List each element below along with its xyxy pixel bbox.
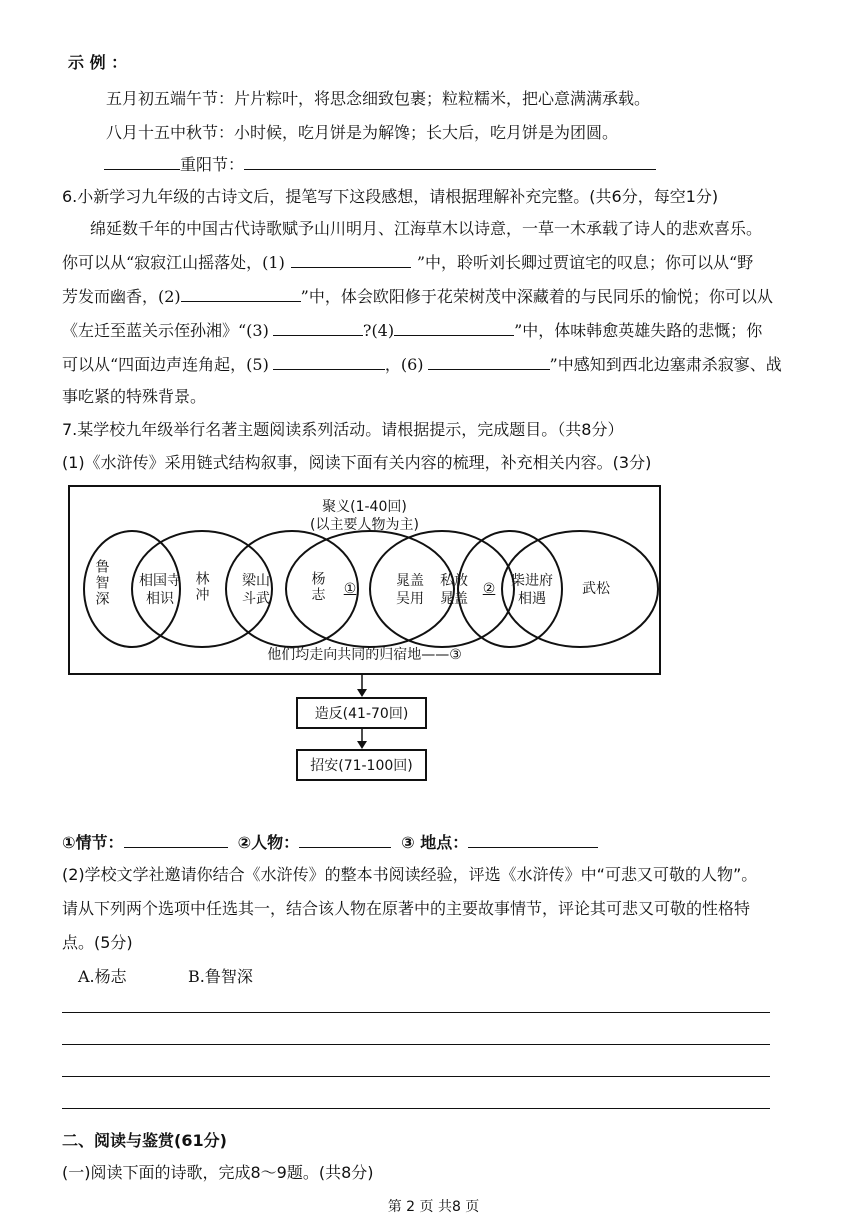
diagram-lin-chong: 林冲 — [193, 571, 210, 603]
q6-title: 6.小新学习九年级的古诗文后，提笔写下这段感想，请根据理解补充完整。(共6分，每空1分) — [62, 187, 719, 206]
q6-blank-1[interactable] — [291, 251, 411, 268]
diagram-bottom-destination: 他们均走向共同的归宿地——③ — [267, 647, 462, 663]
example-line-chongyang: 重阳节： — [104, 152, 656, 175]
diagram-blank-1[interactable]: ① — [343, 581, 357, 597]
box-zaofan: 造反(41-70回) — [296, 697, 427, 729]
example-line-duanwu: 五月初五端午节：片片粽叶，将思念细致包裹；粒粒糯米，把心意满满承载。 — [106, 89, 651, 108]
q6-blank-2[interactable] — [181, 285, 301, 302]
q7-title: 7.某学校九年级举行名著主题阅读系列活动。请根据提示，完成题目。（共8分） — [62, 420, 624, 439]
diagram-blank-2[interactable]: ② — [482, 581, 496, 597]
section2-title: 二、阅读与鉴赏(61分) — [62, 1131, 227, 1150]
q6-blank-5[interactable] — [273, 353, 385, 370]
q6-paragraph-5: 可以从“四面边声连角起，(5) ，(6) ”中感知到西北边塞肃杀寂寥、战 — [62, 355, 782, 374]
q7-sub2-line1: (2)学校文学社邀请你结合《水浒传》的整本书阅读经验，评选《水浒传》中“可悲又可敬的人物”。 — [62, 865, 758, 884]
fill-person-blank[interactable] — [299, 831, 391, 848]
q6-blank-3[interactable] — [273, 319, 363, 336]
answer-line-3[interactable] — [62, 1076, 770, 1077]
diagram-wu-song: 武松 — [582, 581, 610, 597]
example-heading: 示 例 ： — [68, 53, 128, 72]
chongyang-answer-blank[interactable] — [244, 153, 656, 170]
q6-blank-6[interactable] — [428, 353, 550, 370]
chongyang-date-blank[interactable] — [104, 153, 180, 170]
option-a[interactable]: A.杨志 — [78, 967, 127, 986]
diagram-lu-zhishen: 鲁智深 — [93, 559, 110, 607]
q6-paragraph-6: 事吃紧的特殊背景。 — [62, 387, 207, 406]
fill-place-blank[interactable] — [468, 831, 598, 848]
diagram-event-xiangguosi: 相国寺 相识 — [139, 573, 181, 607]
diagram-chao-wu: 晁盖 吴用 — [396, 573, 424, 607]
diagram-subtitle: (以主要人物为主) — [310, 517, 419, 533]
diagram-event-sifang: 私放 晁盖 — [440, 573, 468, 607]
answer-line-2[interactable] — [62, 1044, 770, 1045]
answer-line-1[interactable] — [62, 1012, 770, 1013]
q7-sub2-line3: 点。(5分) — [62, 933, 133, 952]
q7-sub2-line2: 请从下列两个选项中任选其一，结合该人物在原著中的主要故事情节，评论其可悲又可敬的性格特 — [62, 899, 751, 918]
q6-paragraph-4: 《左迁至蓝关示侄孙湘》“(3) ?(4) ”中，体味韩愈英雄失路的悲慨；你 — [62, 321, 763, 340]
q7-fill-row: ①情节： ②人物： ③ 地点： — [62, 830, 598, 853]
diagram-event-liangshan: 梁山 斗武 — [242, 573, 270, 607]
q6-paragraph-2: 你可以从“寂寂江山摇落处，(1) ”中，聆听刘长卿过贾谊宅的叹息；你可以从“野 — [62, 253, 754, 272]
section2-sub: (一)阅读下面的诗歌，完成8～9题。(共8分) — [62, 1163, 374, 1182]
shuihu-chain-diagram — [68, 485, 661, 675]
fill-plot-blank[interactable] — [124, 831, 228, 848]
diagram-event-chaijin: 柴进府 相遇 — [511, 573, 553, 607]
page-footer: 第 2 页 共8 页 — [387, 1199, 480, 1215]
q6-paragraph-1: 绵延数千年的中国古代诗歌赋予山川明月、江海草木以诗意，一草一木承载了诗人的悲欢喜乐。 — [90, 219, 763, 238]
q6-blank-4[interactable] — [394, 319, 514, 336]
q6-paragraph-3: 芳发而幽香，(2) ”中，体会欧阳修于花荣树茂中深藏着的与民同乐的愉悦；你可以从 — [62, 287, 773, 306]
option-b[interactable]: B.鲁智深 — [188, 967, 253, 986]
answer-line-4[interactable] — [62, 1108, 770, 1109]
diagram-title: 聚义(1-40回) — [322, 499, 407, 515]
q7-sub1: (1)《水浒传》采用链式结构叙事，阅读下面有关内容的梳理，补充相关内容。(3分) — [62, 453, 652, 472]
diagram-yang-zhi: 杨志 — [309, 571, 326, 603]
box-zhaoan: 招安(71-100回) — [296, 749, 427, 781]
example-line-zhongqiu: 八月十五中秋节：小时候，吃月饼是为解馋；长大后，吃月饼是为团圆。 — [106, 123, 619, 142]
